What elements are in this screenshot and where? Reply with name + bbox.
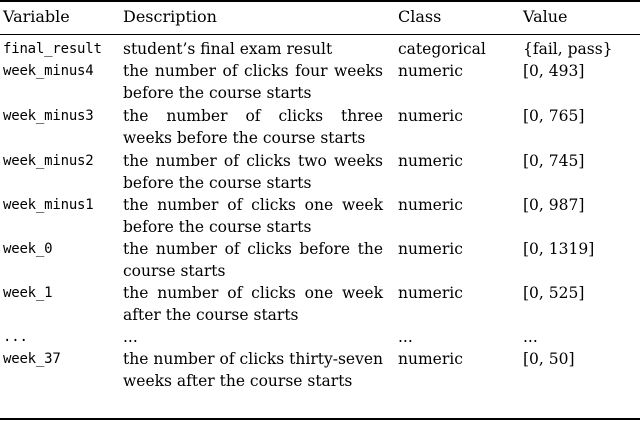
header-description: Description (123, 7, 217, 26)
row-description: student’s final exam result (123, 40, 333, 58)
row-value: [0, 745] (523, 152, 585, 170)
row-variable: week_minus1 (3, 197, 94, 213)
row-description: the number of clicks one week before the course starts (123, 196, 383, 236)
bottom-rule (0, 418, 640, 420)
row-description: the number of clicks one week after the course starts (123, 284, 383, 324)
header-class: Class (398, 7, 442, 26)
table-row (0, 60, 640, 105)
table-row (0, 105, 640, 150)
row-variable: week_minus4 (3, 63, 94, 79)
row-description: the number of clicks two weeks before the course starts (123, 152, 383, 192)
row-class: numeric (398, 107, 463, 125)
row-description: the number of clicks thirty-seven weeks after the course starts (123, 350, 383, 390)
table-row (0, 38, 640, 60)
row-description: ... (123, 328, 138, 346)
row-value: [0, 765] (523, 107, 585, 125)
row-value: [0, 987] (523, 196, 585, 214)
row-class: ... (398, 328, 413, 346)
top-rule (0, 0, 640, 2)
row-value: {fail, pass} (523, 40, 613, 58)
row-value: [0, 493] (523, 62, 585, 80)
row-variable: week_minus3 (3, 108, 94, 124)
row-class: categorical (398, 40, 486, 58)
row-value: [0, 525] (523, 284, 585, 302)
table-body (0, 38, 640, 414)
table-row (0, 282, 640, 326)
row-value: [0, 1319] (523, 240, 595, 258)
row-description: the number of clicks before the course starts (123, 240, 383, 280)
row-class: numeric (398, 196, 463, 214)
row-class: numeric (398, 62, 463, 80)
row-variable: ... (3, 329, 28, 345)
row-variable: final_result (3, 41, 102, 57)
table-row (0, 238, 640, 282)
row-variable: week_37 (3, 351, 61, 367)
header-rule (0, 34, 640, 35)
row-description: the number of clicks four weeks before the course starts (123, 62, 383, 102)
row-class: numeric (398, 350, 463, 368)
table-row (0, 150, 640, 194)
table-row-ellipsis (0, 326, 640, 348)
header-value: Value (523, 7, 568, 26)
row-value: [0, 50] (523, 350, 575, 368)
row-value: ... (523, 328, 538, 346)
table-header (0, 6, 640, 30)
table-row (0, 348, 640, 414)
header-variable: Variable (3, 7, 70, 26)
row-variable: week_1 (3, 285, 53, 301)
row-class: numeric (398, 240, 463, 258)
table-row (0, 194, 640, 238)
row-class: numeric (398, 284, 463, 302)
row-description: the number of clicks three weeks before the course starts (123, 107, 383, 147)
row-variable: week_0 (3, 241, 53, 257)
row-class: numeric (398, 152, 463, 170)
row-variable: week_minus2 (3, 153, 94, 169)
